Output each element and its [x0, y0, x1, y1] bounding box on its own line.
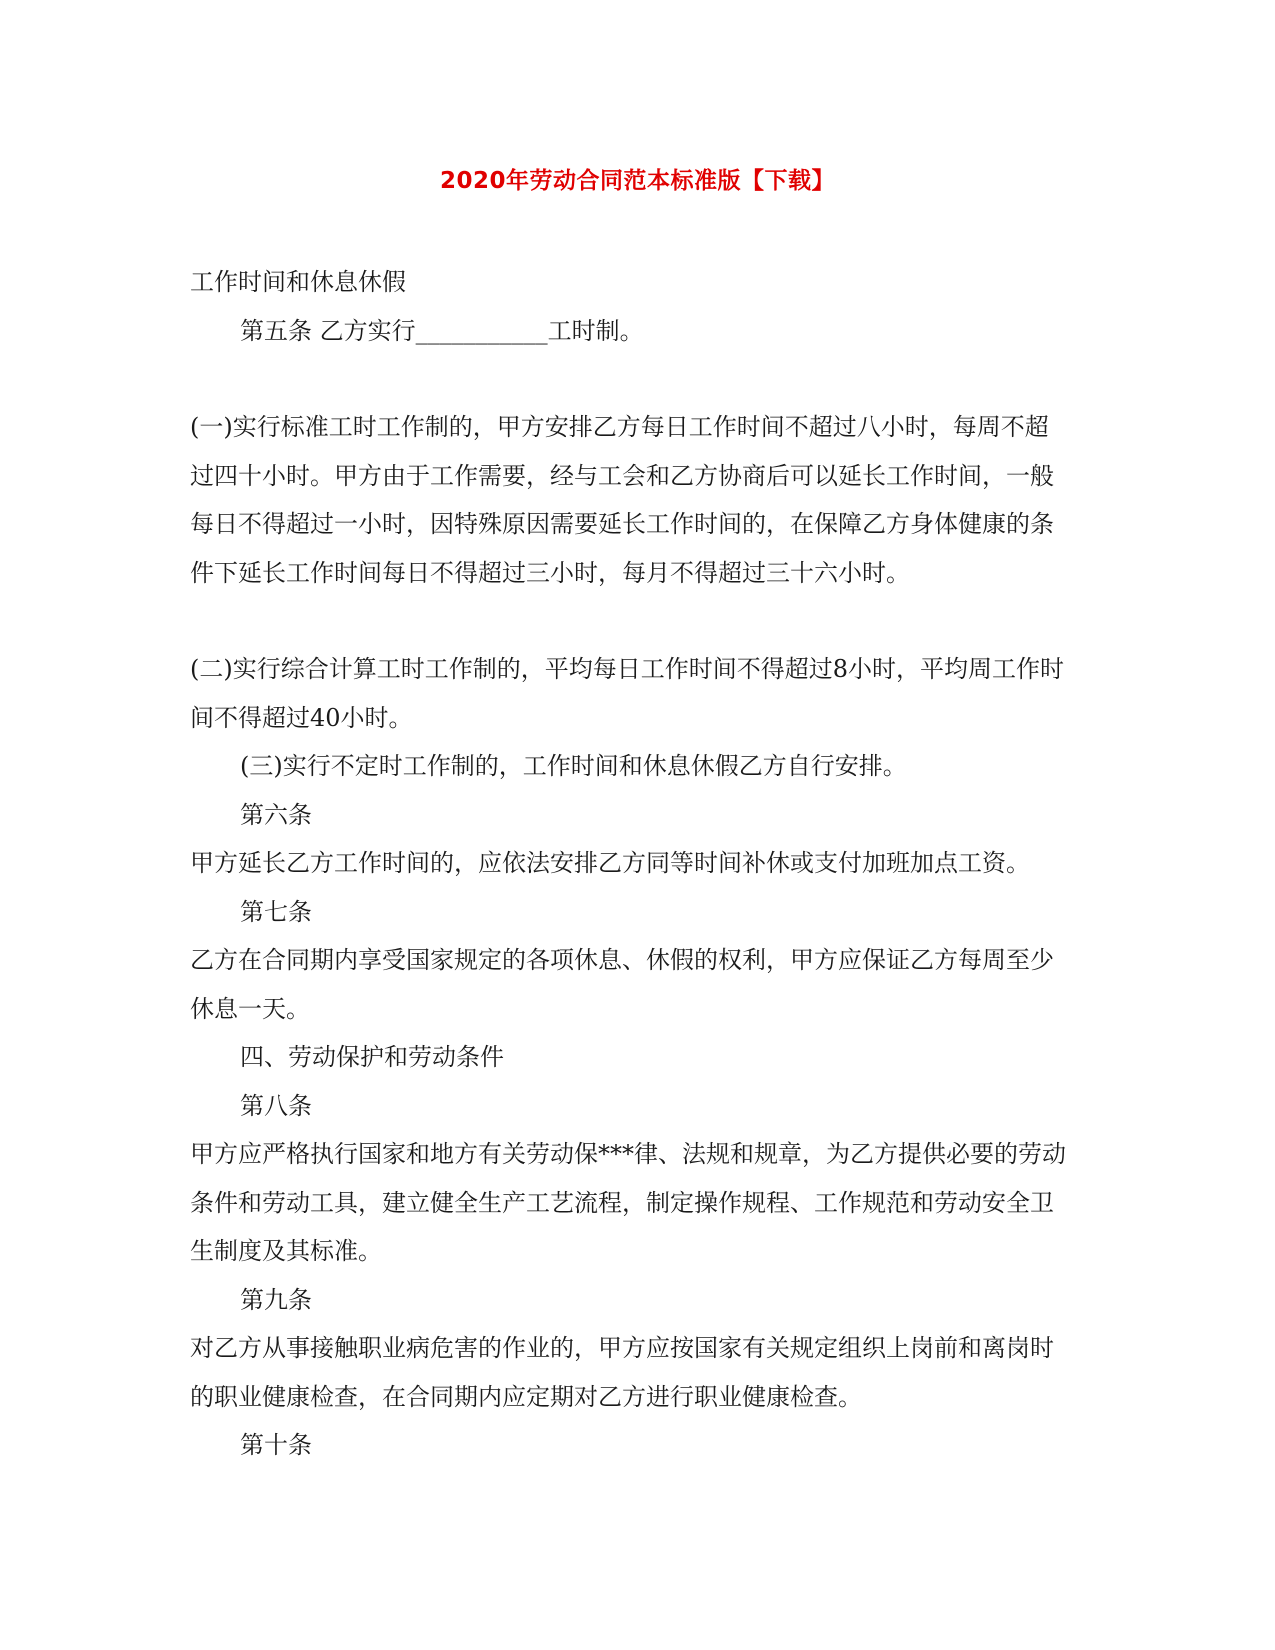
clause-1-standard-hours: (一)实行标准工时工作制的，甲方安排乙方每日工作时间不超过八小时，每周不超过四十小时。甲方由于工作需要，经与工会和乙方协商后可以延长工作时间，一般每日不得超过一小时，因特殊原因需要延长工作时间的，在保障乙方身体健康的条件下延长工作时间每日不得超过三小时，每月不得超过三十六小时。: [190, 413, 1054, 587]
article-9-heading: 第九条: [240, 1285, 312, 1314]
article-8-heading: 第八条: [240, 1091, 312, 1120]
article-5: 第五条 乙方实行___________工时制。: [240, 316, 644, 345]
section-heading-work-hours: 工作时间和休息休假: [190, 268, 406, 296]
document-title: 2020年劳动合同范本标准版【下载】: [439, 168, 835, 194]
article-9-text: 对乙方从事接触职业病危害的作业的，甲方应按国家有关规定组织上岗前和离岗时的职业健康检查，在合同期内应定期对乙方进行职业健康检查。: [190, 1334, 1054, 1411]
clause-3-flexible-hours: (三)实行不定时工作制的，工作时间和休息休假乙方自行安排。: [240, 752, 907, 780]
article-6-heading: 第六条: [240, 800, 312, 829]
article-7-text: 乙方在合同期内享受国家规定的各项休息、休假的权利，甲方应保证乙方每周至少休息一天。: [190, 946, 1054, 1023]
article-7-heading: 第七条: [240, 897, 312, 926]
article-10-heading: 第十条: [240, 1431, 312, 1459]
clause-2-comprehensive-hours: (二)实行综合计算工时工作制的，平均每日工作时间不得超过8小时，平均周工作时间不得超过40小时。: [190, 655, 1064, 732]
article-8-text: 甲方应严格执行国家和地方有关劳动保***律、法规和规章，为乙方提供必要的劳动条件和劳动工具，建立健全生产工艺流程，制定操作规程、工作规范和劳动安全卫生制度及其标准。: [190, 1140, 1066, 1265]
section-heading-labor-protection: 四、劳动保护和劳动条件: [240, 1043, 504, 1071]
document-body: [190, 258, 1070, 1470]
article-6-text: 甲方延长乙方工作时间的，应依法安排乙方同等时间补休或支付加班加点工资。: [190, 849, 1030, 877]
